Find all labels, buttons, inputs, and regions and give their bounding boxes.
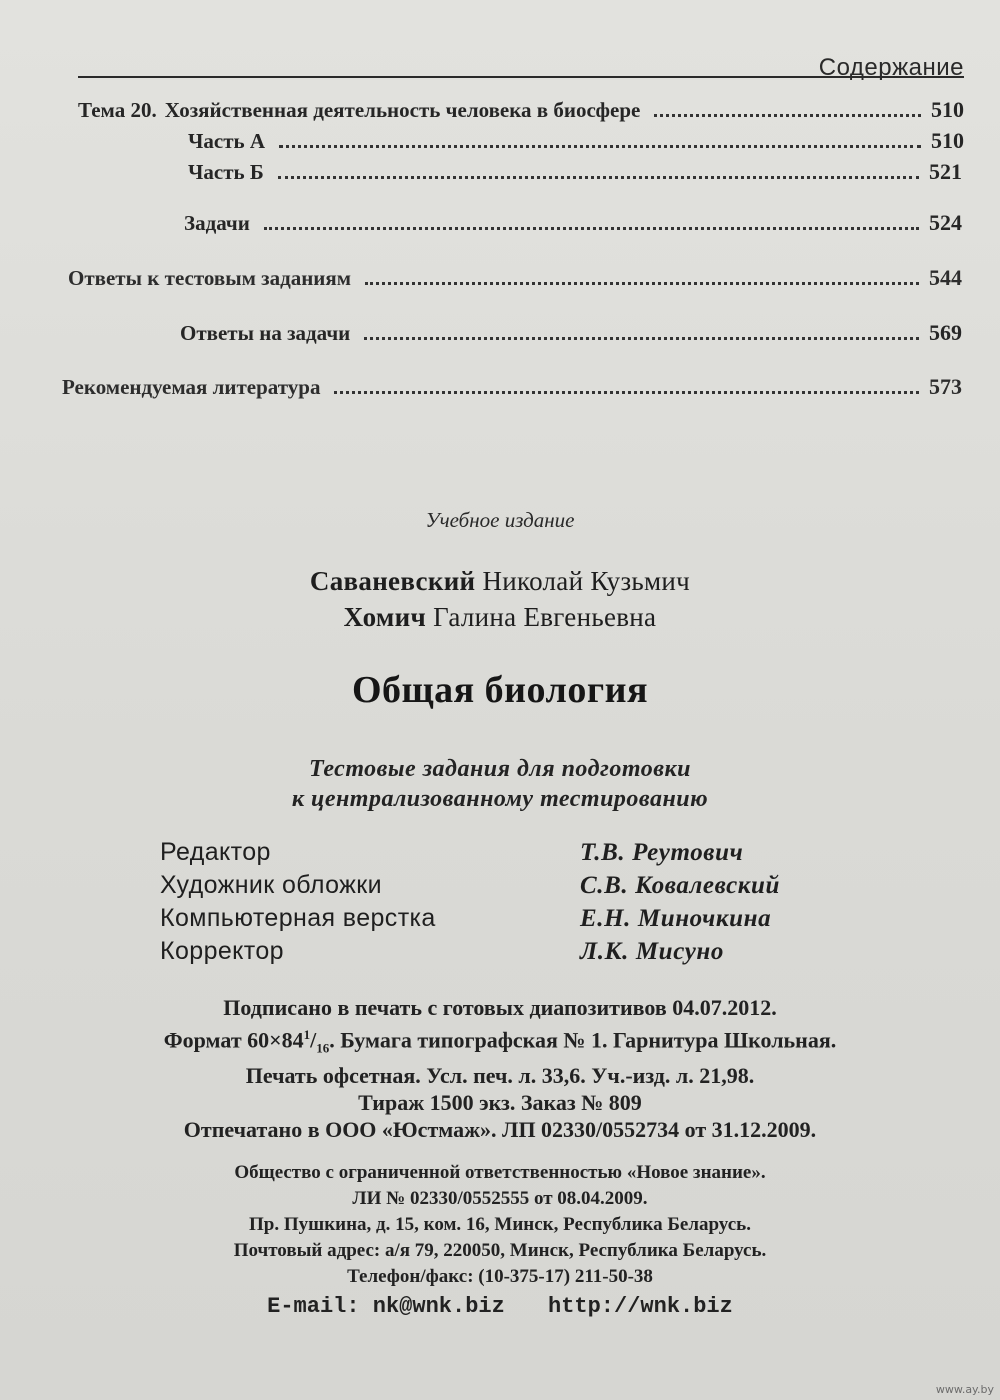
author-surname: Хомич: [343, 602, 427, 632]
credit-row: [160, 937, 880, 970]
print-signed: Подписано в печать с готовых диапозитивов 04.07.2012.: [223, 995, 777, 1020]
toc-entry: [68, 265, 962, 291]
header-rule: [78, 76, 964, 78]
author-surname: Саваневский: [309, 566, 476, 596]
publisher-website: http://wnk.biz: [548, 1294, 733, 1319]
credit-role: Художник обложки: [160, 871, 383, 899]
toc-entry-label: Часть А: [188, 129, 266, 153]
publisher-email: E-mail: nk@wnk.biz: [267, 1294, 505, 1319]
toc-leader: [365, 282, 919, 285]
toc-leader: [264, 227, 919, 230]
toc-entry: [188, 128, 964, 154]
toc-page-number: 524: [929, 210, 962, 235]
print-imprint: [0, 994, 1000, 1143]
toc-leader: [654, 114, 921, 117]
author-given-name: Николай Кузьмич: [482, 566, 691, 596]
credit-name: Е.Н. Миночкина: [580, 905, 772, 932]
toc-entry-label: Задачи: [184, 211, 250, 235]
print-format: Формат $60\times 84^1/_{16}$. Бумага типографская № 1. Гарнитура Школьная.: [163, 1027, 837, 1056]
credit-name: С.В. Ковалевский: [580, 872, 781, 899]
credit-role: Редактор: [160, 838, 271, 866]
toc-page-number: 544: [929, 265, 962, 290]
toc-entry: [188, 159, 962, 185]
toc-entry-label: Ответы к тестовым заданиям: [68, 266, 352, 290]
credit-role: Корректор: [160, 937, 284, 965]
publisher-postal-address: Почтовый адрес: а/я 79, 220050, Минск, Республика Беларусь.: [233, 1240, 767, 1261]
toc-page-number: 510: [931, 128, 964, 153]
publisher-name: Общество с ограниченной ответственностью «Новое знание».: [234, 1162, 766, 1183]
edition-type: Учебное издание: [425, 508, 575, 532]
toc-leader: [334, 391, 919, 394]
subtitle-line: Тестовые задания для подготовки: [309, 756, 691, 782]
publisher-license: ЛИ № 02330/0552555 от 08.04.2009.: [352, 1188, 648, 1209]
author-given-name: Галина Евгеньевна: [433, 602, 657, 632]
publisher-info: [0, 1160, 1000, 1290]
credits-list: [160, 838, 880, 970]
toc-entry-number: Тема 20.: [78, 98, 157, 122]
toc-entry-label: Часть Б: [188, 160, 264, 184]
printing-house: Отпечатано в ООО «Юстмаж». ЛП 02330/0552734 от 31.12.2009.: [183, 1116, 817, 1142]
toc-page-number: 521: [929, 159, 962, 184]
publisher-address: Пр. Пушкина, д. 15, ком. 16, Минск, Республика Беларусь.: [249, 1214, 751, 1235]
publisher-contacts: [0, 1294, 1000, 1319]
credit-name: Л.К. Мисуно: [580, 938, 724, 965]
subtitle-line: к централизованному тестированию: [291, 786, 709, 812]
book-title: Общая биология: [351, 669, 649, 711]
toc-entry: [62, 374, 962, 400]
toc-entry: [180, 320, 962, 346]
credit-role: Компьютерная верстка: [160, 904, 436, 932]
credit-name: Т.В. Реутович: [580, 839, 744, 866]
toc-page-number: 569: [929, 320, 962, 345]
author: [0, 566, 1000, 597]
author: [0, 602, 1000, 633]
toc-leader: [364, 337, 919, 340]
toc-entry-label: Рекомендуемая литература: [62, 375, 321, 399]
toc-entry: [184, 210, 962, 236]
toc-entry: [78, 97, 964, 123]
toc-leader: [279, 145, 921, 148]
print-type: Печать офсетная. Усл. печ. л. 33,6. Уч.-изд. л. 21,98.: [245, 1062, 755, 1088]
publisher-phone: Телефон/факс: (10-375-17) 211-50-38: [347, 1266, 653, 1287]
toc-entry-label: Ответы на задачи: [180, 321, 351, 345]
credit-row: [160, 871, 880, 904]
toc-leader: [278, 176, 919, 179]
toc-entry-label: Хозяйственная деятельность человека в биосфере: [164, 98, 641, 122]
toc-page-number: 510: [931, 97, 964, 122]
running-header: Содержание: [818, 54, 964, 81]
toc-page-number: 573: [929, 374, 962, 399]
credit-row: [160, 904, 880, 937]
print-circulation: Тираж 1500 экз. Заказ № 809: [358, 1089, 642, 1115]
credit-row: [160, 838, 880, 871]
watermark: www.ay.by: [935, 1383, 994, 1396]
